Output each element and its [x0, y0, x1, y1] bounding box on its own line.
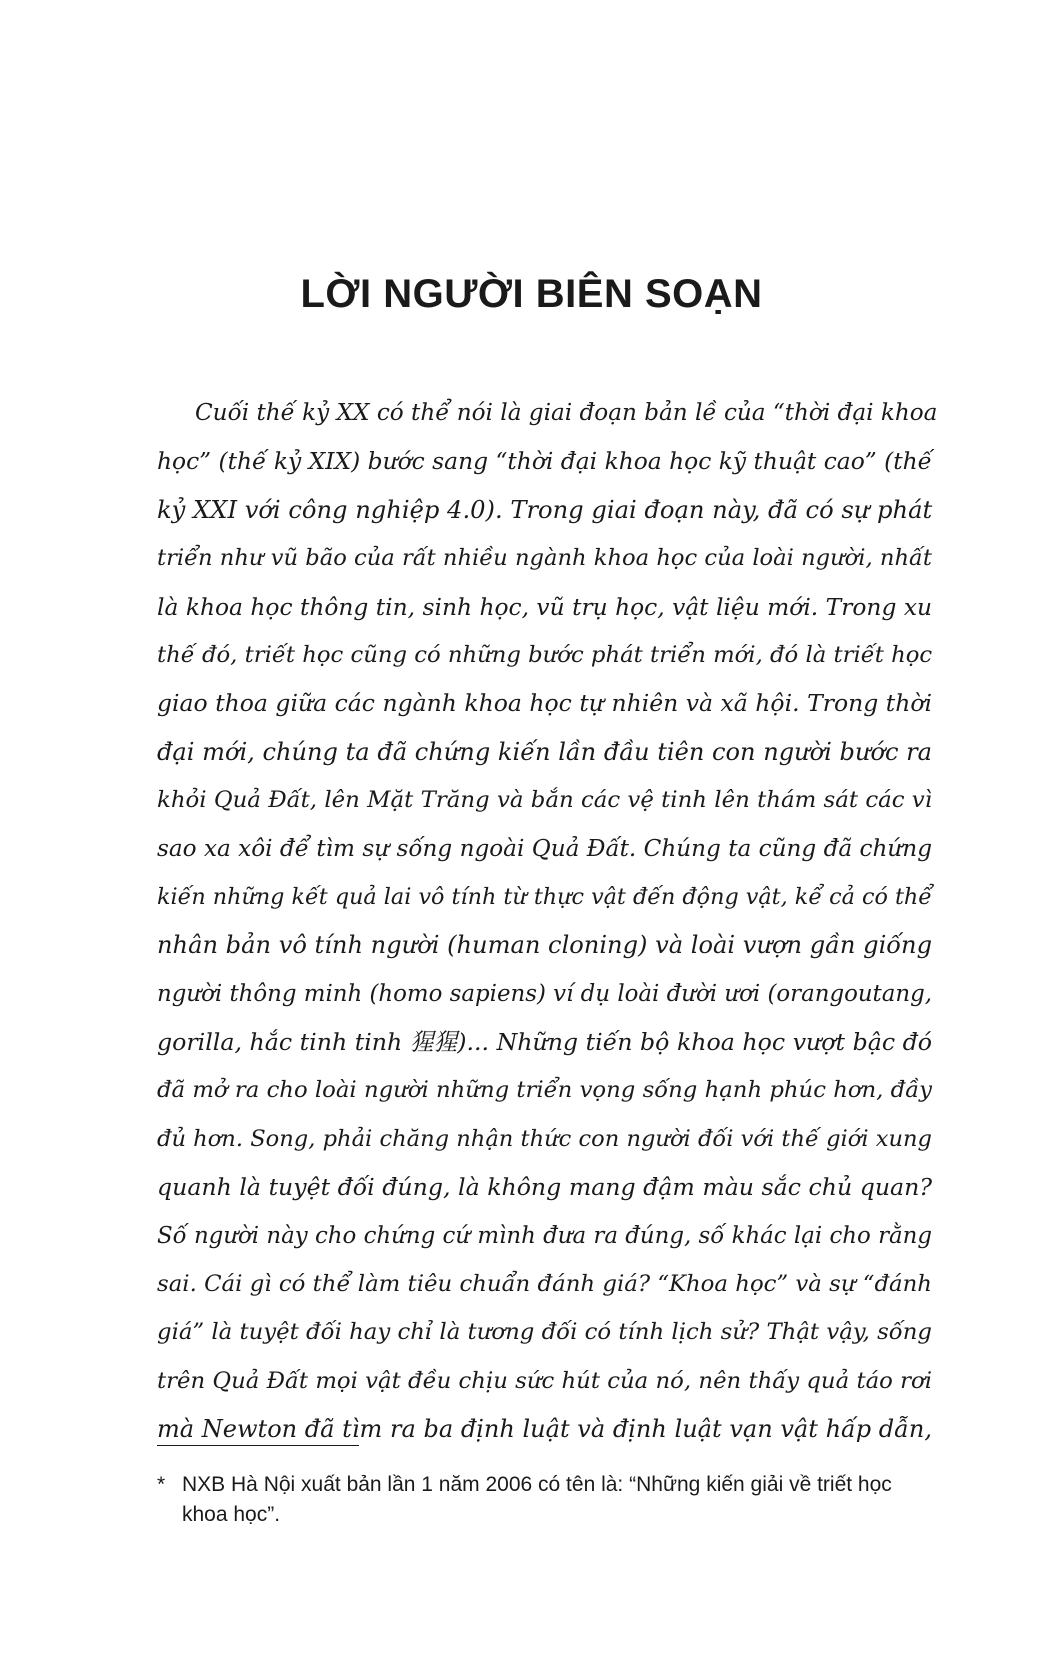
paragraph-line: Cuối thế kỷ XX có thể nói là giai đoạn bản lề của “thời đại khoa — [195, 400, 938, 426]
paragraph-line: gorilla, hắc tinh tinh 猩猩)... Những tiến bộ khoa học vượt bậc đó — [157, 1028, 932, 1057]
paragraph-line: học” (thế kỷ XIX) bước sang “thời đại khoa học kỹ thuật cao” (thế — [157, 447, 932, 476]
paragraph-line: người thông minh (homo sapiens) ví dụ loài đười ươi (orangoutang, — [157, 980, 932, 1007]
paragraph-line: đủ hơn. Song, phải chăng nhận thức con người đối với thế giới xung — [157, 1125, 932, 1152]
paragraph-line: triển như vũ bão của rất nhiều ngành khoa học của loài người, nhất — [157, 545, 932, 572]
body-paragraph — [157, 389, 938, 1454]
paragraph-line: giao thoa giữa các ngành khoa học tự nhiên và xã hội. Trong thời — [157, 689, 932, 718]
paragraph-line: khỏi Quả Đất, lên Mặt Trăng và bắn các vệ tinh lên thám sát các vì — [157, 787, 932, 814]
footnote-mark: * — [157, 1473, 166, 1496]
paragraph-line: sai. Cái gì có thể làm tiêu chuẩn đánh giá? “Khoa học” và sự “đánh — [157, 1271, 932, 1298]
paragraph-line: kỷ XXI với công nghiệp 4.0). Trong giai đoạn này, đã có sự phát — [157, 495, 933, 524]
paragraph-line: kiến những kết quả lai vô tính từ thực vật đến động vật, kể cả có thể — [157, 883, 932, 910]
paragraph-line: quanh là tuyệt đối đúng, là không mang đậm màu sắc chủ quan? — [157, 1173, 932, 1202]
paragraph-line: Số người này cho chứng cứ mình đưa ra đúng, số khác lại cho rằng — [157, 1222, 932, 1249]
footnote — [157, 1470, 932, 1530]
paragraph-line: thế đó, triết học cũng có những bước phát triển mới, đó là triết học — [157, 641, 933, 668]
paragraph-line: nhân bản vô tính người (human cloning) và loài vượn gần giống — [157, 931, 933, 960]
paragraph-line: trên Quả Đất mọi vật đều chịu sức hút của nó, nên thấy quả táo rơi — [157, 1367, 932, 1394]
page-title: LỜI NGƯỜI BIÊN SOẠN — [300, 272, 763, 316]
paragraph-line: đã mở ra cho loài người những triển vọng sống hạnh phúc hơn, đầy — [157, 1077, 932, 1104]
paragraph-line: sao xa xôi để tìm sự sống ngoài Quả Đất. Chúng ta cũng đã chứng — [157, 835, 932, 862]
paragraph-line: giá” là tuyệt đối hay chỉ là tương đối có tính lịch sử? Thật vậy, sống — [157, 1319, 932, 1346]
footnote-line: khoa học”. — [182, 1503, 281, 1526]
paragraph-line: là khoa học thông tin, sinh học, vũ trụ học, vật liệu mới. Trong xu — [157, 592, 932, 621]
paragraph-line: mà Newton đã tìm ra ba định luật và định luật vạn vật hấp dẫn, — [157, 1415, 932, 1444]
footnote-line: NXB Hà Nội xuất bản lần 1 năm 2006 có tên là: “Những kiến giải về triết học — [182, 1473, 892, 1496]
paragraph-line: đại mới, chúng ta đã chứng kiến lần đầu tiên con người bước ra — [157, 737, 932, 766]
footnote-divider — [157, 1445, 359, 1446]
